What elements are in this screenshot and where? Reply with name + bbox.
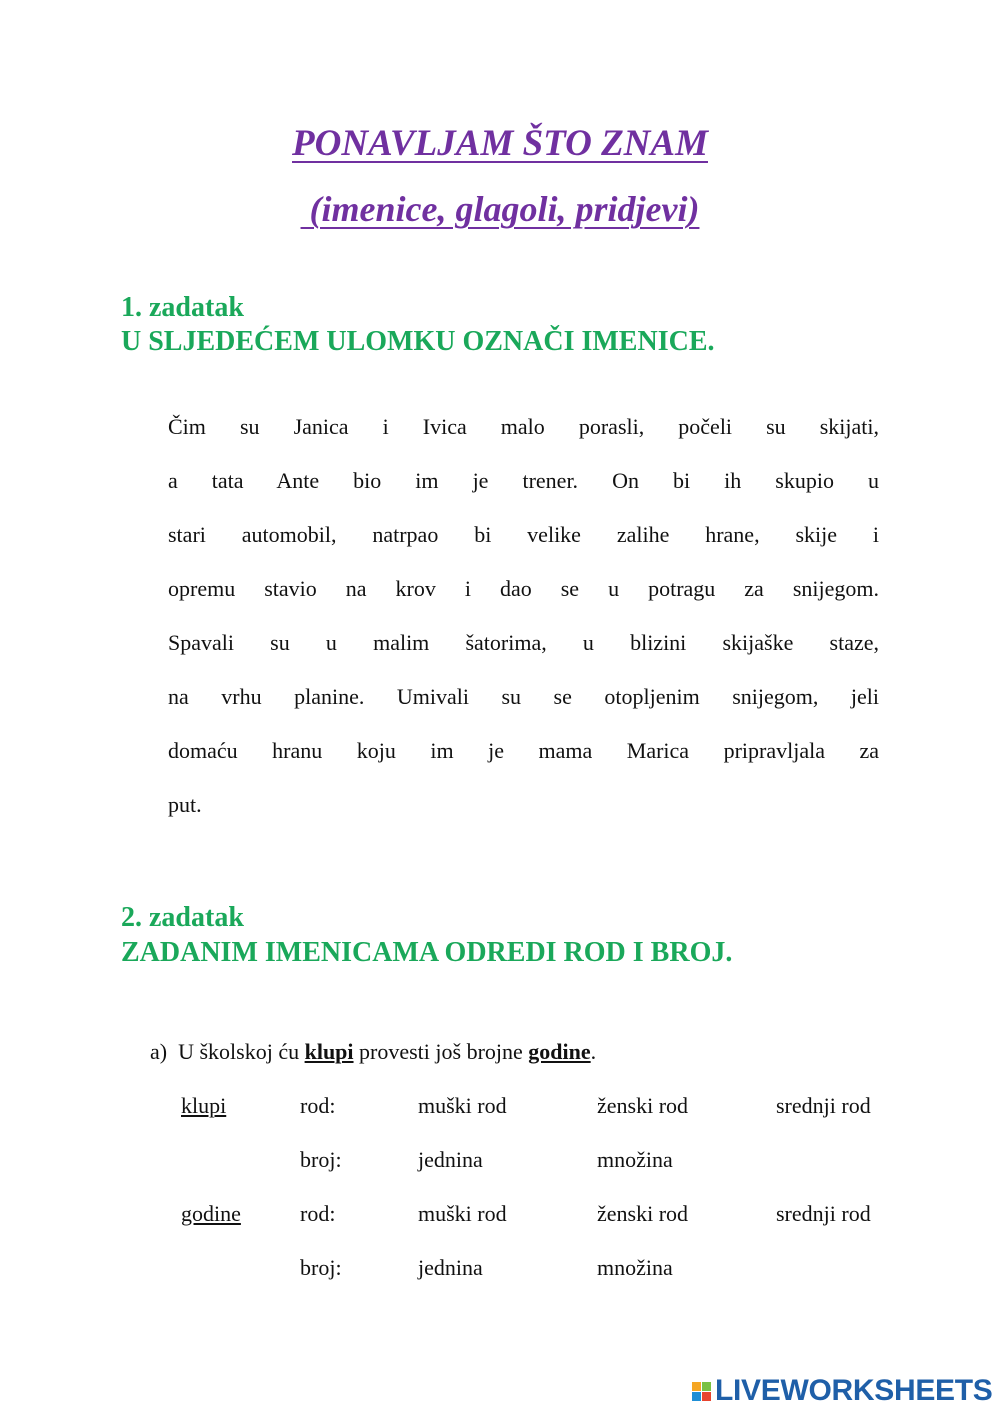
sentence-text: U školskoj ću — [178, 1039, 305, 1064]
task-1-number: 1. zadatak — [121, 292, 244, 323]
option-jednina[interactable]: jednina — [418, 1255, 483, 1280]
option-srednji-rod[interactable]: srednji rod — [776, 1201, 871, 1226]
task-1-instruction: U SLJEDEĆEM ULOMKU OZNAČI IMENICE. — [121, 326, 715, 357]
passage-line[interactable]: opremu stavio na krov i dao se u potragu za snijegom. — [168, 576, 879, 601]
item-a-sentence — [150, 1039, 596, 1065]
rod-label: rod: — [300, 1201, 336, 1226]
broj-label: broj: — [300, 1147, 342, 1172]
passage-line[interactable]: Spavali su u malim šatorima, u blizini skijaške staze, — [168, 630, 879, 655]
option-zenski-rod[interactable]: ženski rod — [597, 1201, 689, 1226]
passage-line[interactable]: Čim su Janica i Ivica malo porasli, počeli su skijati, — [168, 414, 879, 439]
passage-line[interactable]: a tata Ante bio im je trener. On bi ih skupio u — [168, 468, 879, 493]
logo-square — [702, 1392, 711, 1401]
logo-mark-icon — [692, 1382, 711, 1401]
noun-label: godine — [181, 1201, 241, 1226]
task-2-number: 2. zadatak — [121, 902, 244, 933]
option-zenski-rod[interactable]: ženski rod — [597, 1093, 689, 1118]
noun-label: klupi — [181, 1093, 227, 1118]
worksheet-subtitle: (imenice, glagoli, pridjevi) — [300, 189, 700, 229]
highlighted-noun-godine: godine — [528, 1039, 591, 1064]
passage-line[interactable]: stari automobil, natrpao bi velike zalihe hrane, skije i — [168, 522, 879, 547]
sentence-text: provesti još brojne — [353, 1039, 529, 1064]
highlighted-noun-klupi: klupi — [304, 1039, 354, 1064]
option-mnozina[interactable]: množina — [597, 1147, 673, 1172]
liveworksheets-logo — [692, 1376, 993, 1406]
option-muski-rod[interactable]: muški rod — [418, 1201, 507, 1226]
task-2-instruction: ZADANIM IMENICAMA ODREDI ROD I BROJ. — [121, 937, 733, 968]
broj-label: broj: — [300, 1255, 342, 1280]
logo-square — [702, 1382, 711, 1391]
item-a-marker: a) — [150, 1039, 168, 1064]
rod-label: rod: — [300, 1093, 336, 1118]
passage-line[interactable]: put. — [168, 792, 202, 817]
logo-square — [692, 1392, 701, 1401]
logo-text: LIVEWORKSHEETS — [715, 1374, 993, 1407]
option-srednji-rod[interactable]: srednji rod — [776, 1093, 871, 1118]
worksheet-title: PONAVLJAM ŠTO ZNAM — [292, 123, 708, 164]
passage-line[interactable]: na vrhu planine. Umivali su se otopljenim snijegom, jeli — [168, 684, 879, 709]
passage-line[interactable]: domaću hranu koju im je mama Marica pripravljala za — [168, 738, 879, 763]
logo-square — [692, 1382, 701, 1391]
option-mnozina[interactable]: množina — [597, 1255, 673, 1280]
sentence-text: . — [590, 1039, 597, 1064]
option-jednina[interactable]: jednina — [418, 1147, 483, 1172]
option-muski-rod[interactable]: muški rod — [418, 1093, 507, 1118]
